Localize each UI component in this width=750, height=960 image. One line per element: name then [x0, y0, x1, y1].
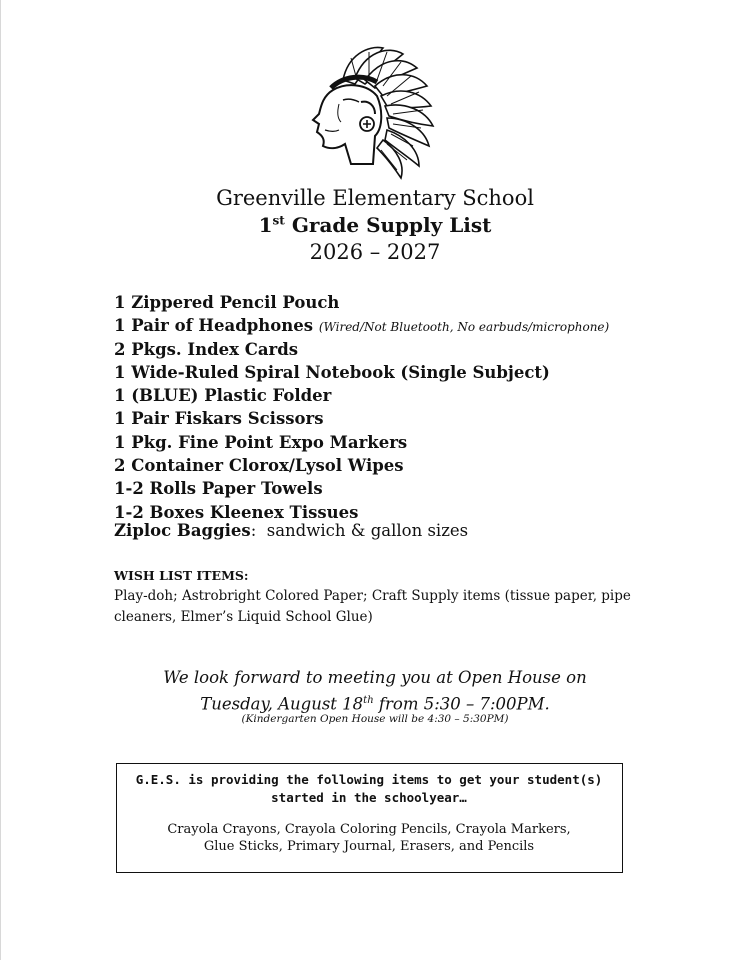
- provided-items-box: [116, 763, 623, 873]
- ziploc-item: [114, 521, 468, 540]
- provided-items-line2: Glue Sticks, Primary Journal, Erasers, and Pencils: [203, 839, 535, 854]
- supply-label: 1 Wide-Ruled Spiral Notebook (Single Subject): [114, 362, 550, 382]
- list-item: [114, 431, 609, 454]
- school-years: 2026 – 2027: [309, 240, 441, 264]
- list-item: [114, 407, 609, 430]
- open-house-time: from 5:30 – 7:00PM.: [373, 694, 550, 714]
- provided-items-line1: Crayola Crayons, Crayola Coloring Pencils, Crayola Markers,: [167, 822, 571, 837]
- wishlist-body: Play-doh; Astrobright Colored Paper; Craft Supply items (tissue paper, pipe cleaners, Elmer’s Liquid School Glue): [114, 588, 631, 625]
- wishlist-heading: WISH LIST ITEMS:: [114, 568, 249, 583]
- supply-label: 1 Zippered Pencil Pouch: [114, 293, 340, 312]
- supply-note: (Wired/Not Bluetooth, No earbuds/microphone): [318, 320, 610, 335]
- open-house-line2: [0, 689, 750, 716]
- supply-label: 1-2 Rolls Paper Towels: [114, 479, 323, 499]
- ziploc-detail: sandwich & gallon sizes: [266, 521, 469, 540]
- page-edge: [0, 0, 1, 960]
- provided-heading-line1: G.E.S. is providing the following items to get your student(s): [135, 772, 603, 787]
- provided-heading-line2: started in the schoolyear…: [271, 790, 467, 805]
- open-house-line1: We look forward to meeting you at Open House on: [163, 668, 587, 687]
- list-item: [114, 361, 609, 384]
- grade-number: 1: [258, 213, 273, 237]
- supply-label: 2 Pkgs. Index Cards: [114, 339, 299, 359]
- supply-label: 2 Container Clorox/Lysol Wipes: [114, 456, 404, 476]
- list-item: [114, 291, 609, 314]
- kindergarten-note: (Kindergarten Open House will be 4:30 – 5:30PM): [241, 713, 509, 725]
- open-house-notice: [0, 666, 750, 716]
- list-item: [114, 314, 609, 337]
- list-item: [114, 454, 609, 477]
- supply-label: 1 Pair Fiskars Scissors: [114, 409, 324, 429]
- date-suffix: th: [363, 695, 374, 706]
- ziploc-label: Ziploc Baggies: [114, 521, 251, 540]
- provided-heading: [117, 771, 621, 807]
- supply-label: 1 (BLUE) Plastic Folder: [114, 386, 332, 406]
- ziploc-colon: :: [250, 521, 257, 540]
- supply-label: 1 Pkg. Fine Point Expo Markers: [114, 432, 408, 452]
- supply-label: 1 Pair of Headphones: [114, 316, 314, 336]
- open-house-date: Tuesday, August 18: [200, 694, 364, 714]
- provided-items: [117, 821, 621, 855]
- grade-suffix: st: [272, 213, 285, 228]
- supply-label: 1-2 Boxes Kleenex Tissues: [114, 502, 359, 522]
- list-item: [114, 338, 609, 361]
- chief-headdress-logo-icon: [303, 40, 441, 180]
- list-item: [114, 384, 609, 407]
- supply-list: [114, 291, 609, 524]
- list-item: [114, 477, 609, 500]
- school-name: Greenville Elementary School: [216, 186, 534, 210]
- title-text: Grade Supply List: [284, 213, 492, 237]
- page-title: [0, 213, 750, 237]
